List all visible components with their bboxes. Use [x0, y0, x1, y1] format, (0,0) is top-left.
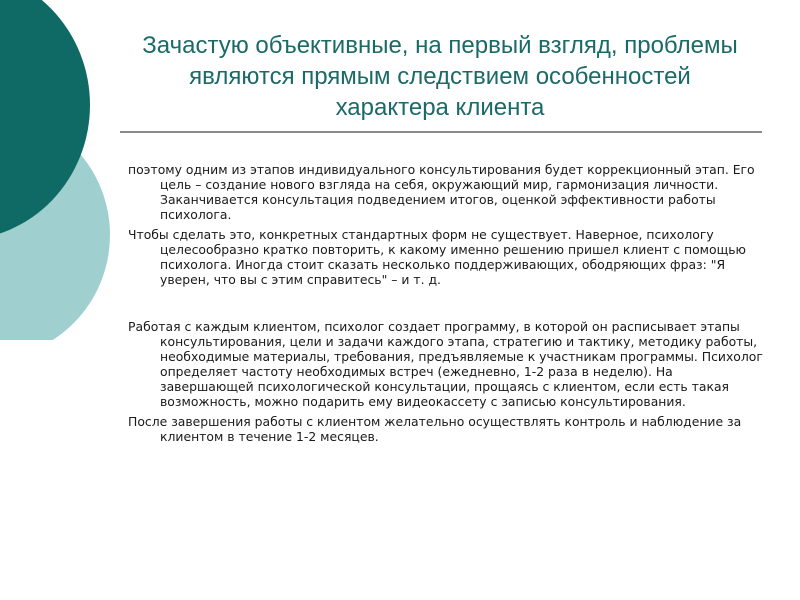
slide-body: [128, 162, 768, 449]
body-paragraph: После завершения работы с клиентом желательно осуществлять контроль и наблюдение за клиентом в течение 1-2 месяцев.: [128, 414, 742, 444]
slide-title: Зачастую объективные, на первый взгляд, проблемы являются прямым следствием особенностей характера клиента: [142, 32, 738, 121]
decorative-circles: [0, 0, 140, 340]
body-paragraph: Чтобы сделать это, конкретных стандартных форм не существует. Наверное, психологу целесообразно кратко повторить, к какому именно решению пришел клиент с помощью психолога. Иногда стоит сказать несколько поддерживающих, ободряющих фраз: "Я уверен, что вы с этим справитесь" – и т. д.: [128, 227, 746, 287]
title-divider: [120, 131, 762, 133]
body-paragraph: Работая с каждым клиентом, психолог создает программу, в которой он расписывает этапы консультирования, цели и задачи каждого этапа, стратегию и тактику, методику работы, необходимые материалы, требования, предъявляемые к участникам программы. Психолог определяет частоту необходимых встреч (ежедневно, 1-2 раза в неделю). На завершающей психологической консультации, прощаясь с клиентом, если есть такая возможность, можно подарить ему видеокассету с записью консультирования.: [128, 319, 763, 409]
body-paragraph: поэтому одним из этапов индивидуального консультирования будет коррекционный этап. Его цель – создание нового взгляда на себя, окружающий мир, гармонизация личности. Заканчивается консультация подведением итогов, оценкой эффективности работы психолога.: [128, 162, 755, 222]
